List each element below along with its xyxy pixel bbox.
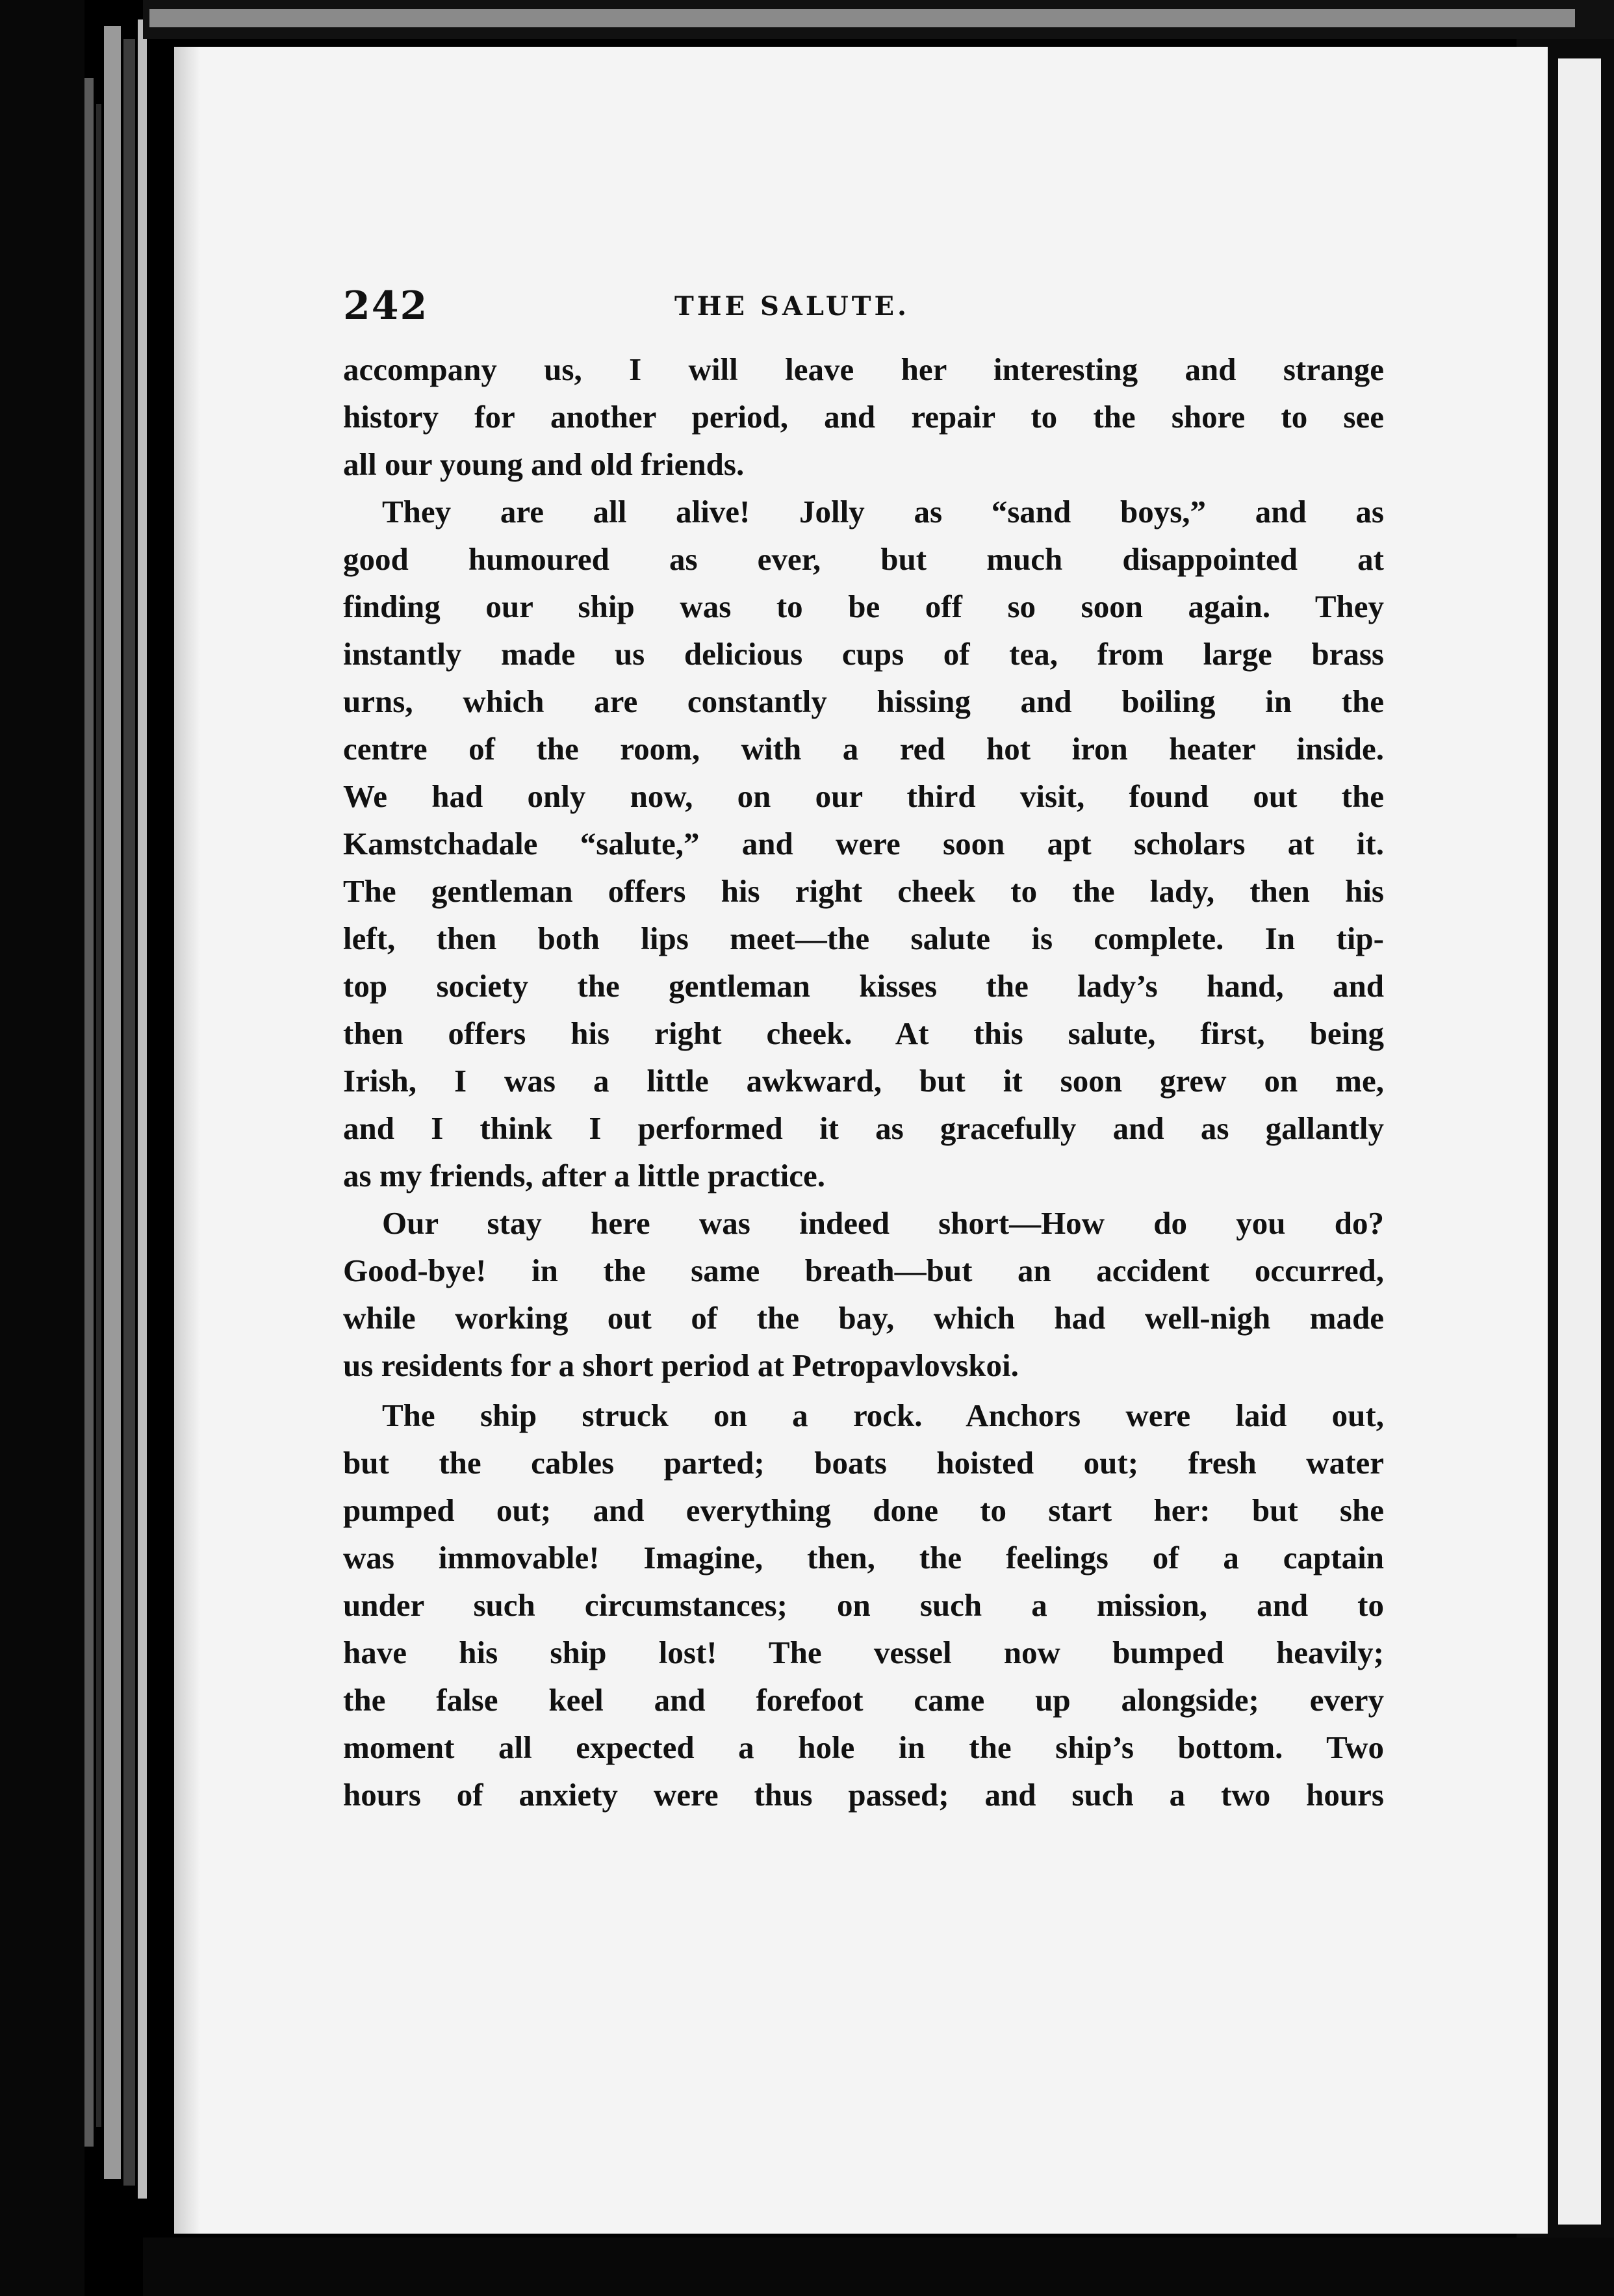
text-line: as my friends, after a little practice. — [343, 1158, 826, 1193]
text-line: under such circumstances; on such a mission, and to — [343, 1587, 1384, 1623]
page-edge-strip — [123, 39, 135, 2186]
text-line: all our young and old friends. — [343, 446, 745, 482]
text-line: urns, which are constantly hissing and boiling in the — [343, 683, 1384, 719]
text-line: The ship struck on a rock. Anchors were laid out, — [382, 1397, 1384, 1433]
next-page-edge — [1558, 58, 1601, 2225]
text-line: was immovable! Imagine, then, the feelings of a captain — [343, 1540, 1384, 1575]
text-line: Our stay here was indeed short—How do you do? — [382, 1205, 1384, 1241]
page-gutter-shadow — [174, 47, 200, 2234]
text-line: good humoured as ever, but much disappointed at — [343, 541, 1384, 577]
page-number: 242 — [343, 283, 429, 329]
paragraph — [343, 1392, 1384, 1818]
page-edge-strip — [104, 26, 121, 2179]
paragraph — [343, 1199, 1384, 1389]
text-line: finding our ship was to be off so soon again. They — [343, 589, 1384, 624]
text-line: but the cables parted; boats hoisted out; fresh water — [343, 1445, 1384, 1481]
text-line: Good-bye! in the same breath—but an accident occurred, — [343, 1253, 1384, 1288]
page-body-text — [343, 346, 1384, 1818]
text-line: moment all expected a hole in the ship’s bottom. Two — [343, 1729, 1384, 1765]
page-edge-strip — [138, 19, 147, 2199]
text-line: and I think I performed it as gracefully and as gallantly — [343, 1110, 1384, 1146]
text-line: centre of the room, with a red hot iron heater inside. — [343, 731, 1384, 767]
text-line: then offers his right cheek. At this salute, first, being — [343, 1015, 1384, 1051]
page-edge-strip — [96, 104, 101, 2127]
text-line: accompany us, I will leave her interesting and strange — [343, 351, 1384, 387]
text-line: the false keel and forefoot came up alongside; every — [343, 1682, 1384, 1718]
text-line: have his ship lost! The vessel now bumped heavily; — [343, 1635, 1384, 1670]
running-head — [343, 283, 1383, 342]
running-head-title: THE SALUTE. — [674, 291, 910, 322]
text-line: hours of anxiety were thus passed; and such a two hours — [343, 1777, 1384, 1813]
text-line: The gentleman offers his right cheek to the lady, then his — [343, 873, 1384, 909]
scan-bottom-border — [143, 2238, 1614, 2296]
page-edge-strip — [84, 78, 94, 2147]
paragraph — [343, 346, 1384, 488]
text-line: Irish, I was a little awkward, but it soon grew on me, — [343, 1063, 1384, 1099]
text-line: history for another period, and repair to the shore to see — [343, 399, 1384, 435]
text-line: We had only now, on our third visit, found out the — [343, 778, 1384, 814]
scan-top-strip — [149, 9, 1575, 27]
text-line: Kamstchadale “salute,” and were soon apt scholars at it. — [343, 826, 1384, 861]
text-line: left, then both lips meet—the salute is complete. In tip- — [343, 921, 1384, 956]
text-line: instantly made us delicious cups of tea, from large brass — [343, 636, 1384, 672]
text-line: pumped out; and everything done to start her: but she — [343, 1492, 1384, 1528]
text-line: They are all alive! Jolly as “sand boys,” and as — [382, 494, 1384, 529]
paragraph — [343, 488, 1384, 1199]
binding-shadow — [0, 0, 84, 2296]
text-line: us residents for a short period at Petropavlovskoi. — [343, 1347, 1019, 1383]
text-line: while working out of the bay, which had well-nigh made — [343, 1300, 1384, 1336]
text-line: top society the gentleman kisses the lady’s hand, and — [343, 968, 1384, 1004]
